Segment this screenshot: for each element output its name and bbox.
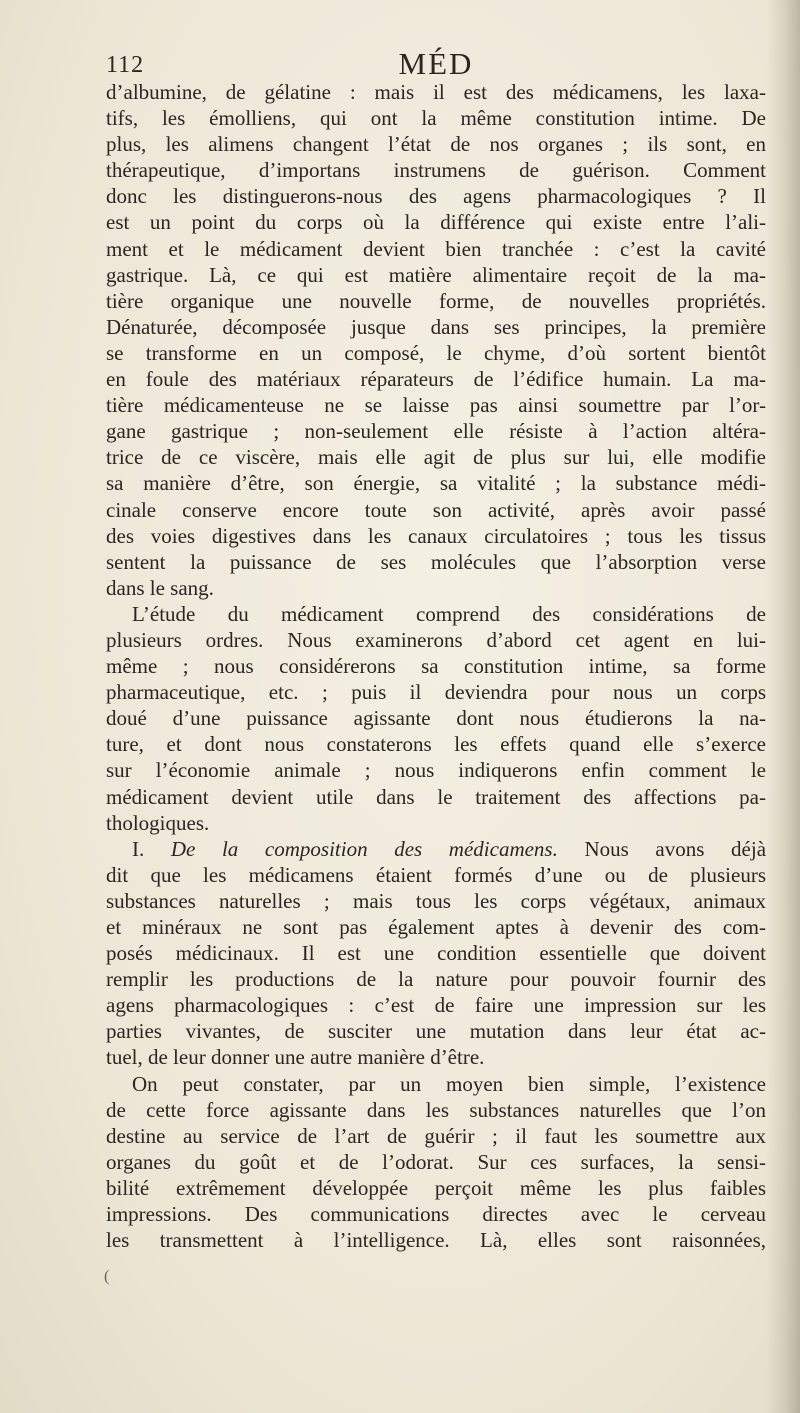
text-line: est un point du corps où la différence qui existe entre l’ali- [106, 210, 766, 235]
text-line: sur l’économie animale ; nous indiquerons enfin comment le [106, 758, 766, 783]
text-line: cinale conserve encore toute son activité, après avoir passé [106, 497, 766, 522]
text-line: agens pharmacologiques : c’est de faire une impression sur les [106, 993, 766, 1018]
text-line: gastrique. Là, ce qui est matière alimentaire reçoit de la ma- [106, 262, 766, 287]
text-line: d’albumine, de gélatine : mais il est des médicamens, les laxa- [106, 80, 766, 104]
text-line: trice de ce viscère, mais elle agit de plus sur lui, elle modifie [106, 445, 766, 470]
text-line: ture, et dont nous constaterons les effets quand elle s’exerce [106, 732, 766, 757]
text-line: sa manière d’être, son énergie, sa vitalité ; la substance médi- [106, 471, 766, 496]
text-line: de cette force agissante dans les substances naturelles que l’on [106, 1097, 766, 1122]
text-line: plus, les alimens changent l’état de nos organes ; ils sont, en [106, 132, 766, 157]
paragraph-first-line: L’étude du médicament comprend des considérations de [132, 601, 766, 626]
running-head-title: MÉD [398, 46, 474, 81]
text-line: parties vivantes, de susciter une mutation dans leur état ac- [106, 1019, 766, 1044]
text-line: posés médicinaux. Il est une condition essentielle que doivent [106, 941, 766, 966]
paragraph-end-line: tuel, de leur donner une autre manière d’être. [106, 1045, 485, 1070]
text-line: organes du goût et de l’odorat. Sur ces surfaces, la sensi- [106, 1149, 766, 1174]
text-line: même ; nous considérerons sa constitution intime, sa forme [106, 654, 766, 679]
text-line: ment et le médicament devient bien tranchée : c’est la cavité [106, 236, 766, 261]
text-line: plusieurs ordres. Nous examinerons d’abord cet agent en lui- [106, 627, 766, 652]
text-line: dit que les médicamens étaient formés d’une ou de plusieurs [106, 862, 766, 887]
text-line: tière organique une nouvelle forme, de nouvelles propriétés. [106, 288, 766, 313]
text-line: médicament devient utile dans le traitement des affections pa- [106, 784, 766, 809]
text-line: Dénaturée, décomposée jusque dans ses principes, la première [106, 314, 766, 339]
stray-print-mark: ( [104, 1268, 110, 1285]
text-line: tière médicamenteuse ne se laisse pas ainsi soumettre par l’or- [106, 393, 766, 418]
text-line: substances naturelles ; mais tous les corps végétaux, animaux [106, 888, 766, 913]
page-number: 112 [106, 52, 145, 78]
text-line: les transmettent à l’intelligence. Là, elles sont raisonnées, [106, 1228, 766, 1253]
section-heading-line [106, 836, 766, 862]
text-line: donc les distinguerons-nous des agens pharmacologiques ? Il [106, 184, 766, 209]
text-line: et minéraux ne sont pas également aptes à devenir des com- [106, 915, 766, 939]
section-heading-continuation: Nous avons déjà [584, 836, 767, 861]
text-line: se transforme en un composé, le chyme, d’où sortent bientôt [106, 340, 766, 365]
text-line: thérapeutique, d’importans instrumens de guérison. Comment [106, 158, 766, 183]
running-head [106, 44, 766, 80]
body-text [106, 79, 766, 1253]
paragraph-end-line: thologiques. [106, 810, 210, 835]
text-line: sentent la puissance de ses molécules que l’absorption verse [106, 549, 766, 574]
text-line: gane gastrique ; non-seulement elle résiste à l’action altéra- [106, 419, 766, 444]
text-line: en foule des matériaux réparateurs de l’édifice humain. La ma- [106, 367, 766, 392]
page-gutter-shadow [766, 0, 800, 1413]
text-line: des voies digestives dans les canaux circulatoires ; tous les tissus [106, 523, 766, 548]
section-number: I. [132, 836, 145, 861]
section-title: De la composition des médicamens. [170, 836, 558, 861]
paragraph-end-line: dans le sang. [106, 575, 214, 600]
paragraph-first-line: On peut constater, par un moyen bien simple, l’existence [132, 1071, 766, 1096]
text-line: tifs, les émolliens, qui ont la même constitution intime. De [106, 106, 766, 131]
text-line: bilité extrêmement développée perçoit même les plus faibles [106, 1175, 766, 1200]
text-line: impressions. Des communications directes avec le cerveau [106, 1202, 766, 1227]
text-line: doué d’une puissance agissante dont nous étudierons la na- [106, 706, 766, 731]
text-line: pharmaceutique, etc. ; puis il deviendra pour nous un corps [106, 680, 766, 705]
text-line: remplir les productions de la nature pour pouvoir fournir des [106, 967, 766, 992]
text-line: destine au service de l’art de guérir ; il faut les soumettre aux [106, 1123, 766, 1148]
